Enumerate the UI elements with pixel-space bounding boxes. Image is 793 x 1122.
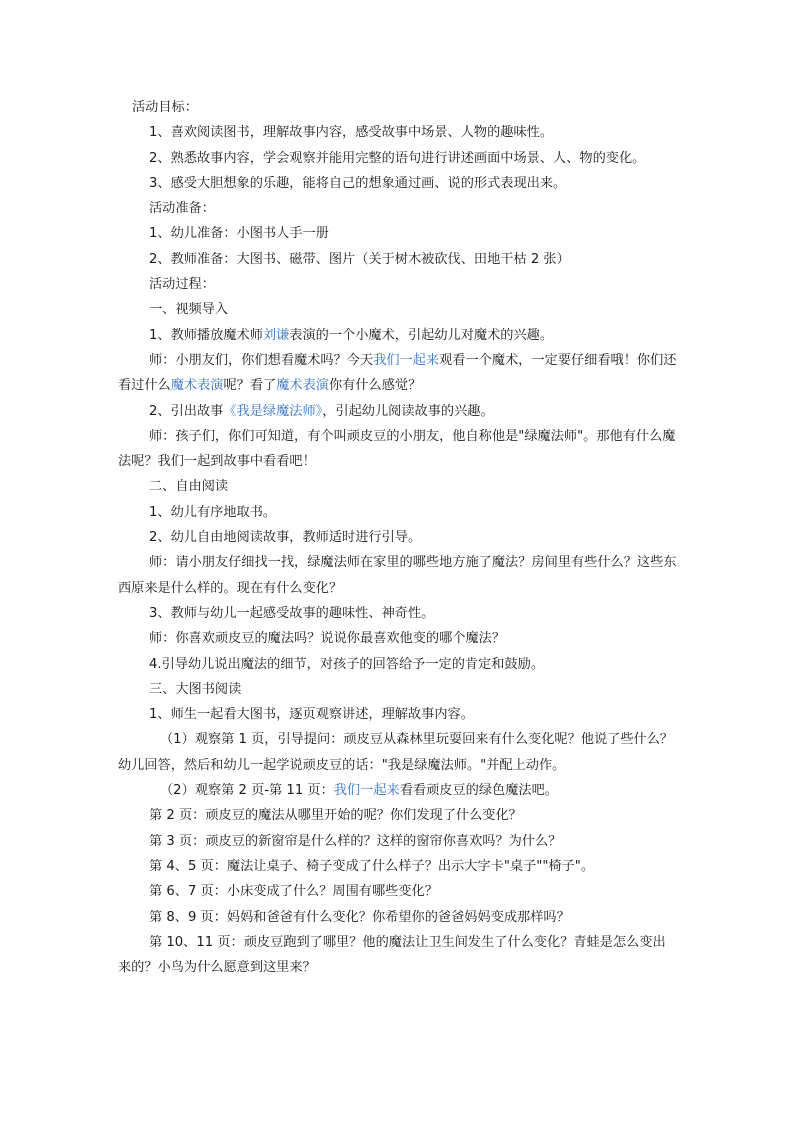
link-together-2[interactable]: 我们一起来 xyxy=(333,783,400,799)
goals-heading: 活动目标： xyxy=(132,100,198,115)
page-question-2: 第 3 页：顽皮豆的新窗帘是什么样的？这样的窗帘你喜欢吗？为什么？ xyxy=(149,833,562,849)
text-run: ，引起幼儿阅读故事的兴趣。 xyxy=(322,403,494,419)
text-run: 师：小朋友们，你们想看魔术吗？今天 xyxy=(149,352,374,368)
section-2-line-1: 1、幼儿有序地取书。 xyxy=(149,504,277,520)
section-2-line-6: 4.引导幼儿说出魔法的细节，对孩子的回答给予一定的肯定和鼓励。 xyxy=(149,656,545,672)
text-run: 表演的一个小魔术，引起幼儿对魔术的兴趣。 xyxy=(289,327,554,343)
section-2-title: 二、自由阅读 xyxy=(149,479,229,495)
goal-item-3: 3、感受大胆想象的乐趣，能将自己的想象通过画、说的形式表现出来。 xyxy=(149,175,567,191)
prep-item-1: 1、幼儿准备：小图书人手一册 xyxy=(149,226,329,242)
text-run: （2）观察第 2 页-第 11 页： xyxy=(160,783,334,799)
text-run: 看看顽皮豆的绿色魔法吧。 xyxy=(399,783,558,799)
page-question-5: 第 8、9 页：妈妈和爸爸有什么变化？你希望你的爸爸妈妈变成那样吗？ xyxy=(149,909,570,925)
link-liuqian[interactable]: 刘谦 xyxy=(262,327,290,343)
text-run: 2、引出故事 xyxy=(149,403,224,419)
section-3-title: 三、大图书阅读 xyxy=(149,681,242,697)
section-1-paragraph-2 xyxy=(118,348,678,399)
prep-item-2: 2、教师准备：大图书、磁带、图片（关于树木被砍伐、田地干枯 2 张） xyxy=(149,251,570,267)
section-2-line-4: 3、教师与幼儿一起感受故事的趣味性、神奇性。 xyxy=(149,605,435,621)
text-run: 你有什么感觉？ xyxy=(329,378,422,394)
link-magic-show-2[interactable]: 魔术表演 xyxy=(276,378,329,394)
link-magic-show[interactable]: 魔术表演 xyxy=(170,378,224,394)
section-3-line-2: （1）观察第 1 页，引导提问：顽皮豆从森林里玩耍回来有什么变化呢？他说了些什么？幼儿回答，然后和幼儿一起学说顽皮豆的话："我是绿魔法师。"并配上动作。 xyxy=(118,732,674,773)
section-2-line-2: 2、幼儿自由地阅读故事，教师适时进行引导。 xyxy=(149,530,422,546)
prep-heading: 活动准备： xyxy=(149,201,215,217)
section-1-paragraph-3 xyxy=(118,399,678,424)
page-question-4: 第 6、7 页：小床变成了什么？周围有哪些变化？ xyxy=(149,884,438,900)
page-question-6: 第 10、11 页：顽皮豆跑到了哪里？他的魔法让卫生间发生了什么变化？青蛙是怎么变出来的？小鸟为什么愿意到这里来？ xyxy=(118,934,666,976)
document-body xyxy=(118,95,678,980)
section-3-line-1: 1、师生一起看大图书，逐页观察讲述，理解故事内容。 xyxy=(149,707,474,723)
section-3-line-3 xyxy=(118,778,678,803)
section-2-line-5: 师：你喜欢顽皮豆的魔法吗？说说你最喜欢他变的哪个魔法？ xyxy=(149,631,506,647)
section-1-paragraph-1 xyxy=(118,323,678,348)
goal-item-2: 2、熟悉故事内容，学会观察并能用完整的语句进行讲述画面中场景、人、物的变化。 xyxy=(149,150,646,166)
text-run: 呢？看了 xyxy=(223,378,277,394)
section-2-line-3: 师：请小朋友仔细找一找，绿魔法师在家里的哪些地方施了魔法？房间里有些什么？这些东西原来是什么样的。现在有什么变化？ xyxy=(118,555,677,596)
link-together[interactable]: 我们一起来 xyxy=(373,352,440,368)
page-question-3: 第 4、5 页：魔法让桌子、椅子变成了什么样子？出示大字卡"桌子""椅子"。 xyxy=(149,858,595,874)
section-1-title: 一、视频导入 xyxy=(149,302,229,318)
page-question-1: 第 2 页：顽皮豆的魔法从哪里开始的呢？你们发现了什么变化？ xyxy=(149,808,522,824)
link-story-title[interactable]: 《我是绿魔法师》 xyxy=(223,403,323,419)
goal-item-1: 1、喜欢阅读图书，理解故事内容，感受故事中场景、人物的趣味性。 xyxy=(149,125,554,141)
process-heading: 活动过程： xyxy=(149,277,215,293)
text-run: 1、教师播放魔术师 xyxy=(149,327,263,343)
section-1-paragraph-4: 师：孩子们，你们可知道，有个叫顽皮豆的小朋友，他自称他是"绿魔法师"。那他有什么魔法呢？我们一起到故事中看看吧！ xyxy=(118,428,676,470)
text-run: 观看一个魔术，一定要仔细看哦！你们还看过什么 xyxy=(118,352,677,394)
